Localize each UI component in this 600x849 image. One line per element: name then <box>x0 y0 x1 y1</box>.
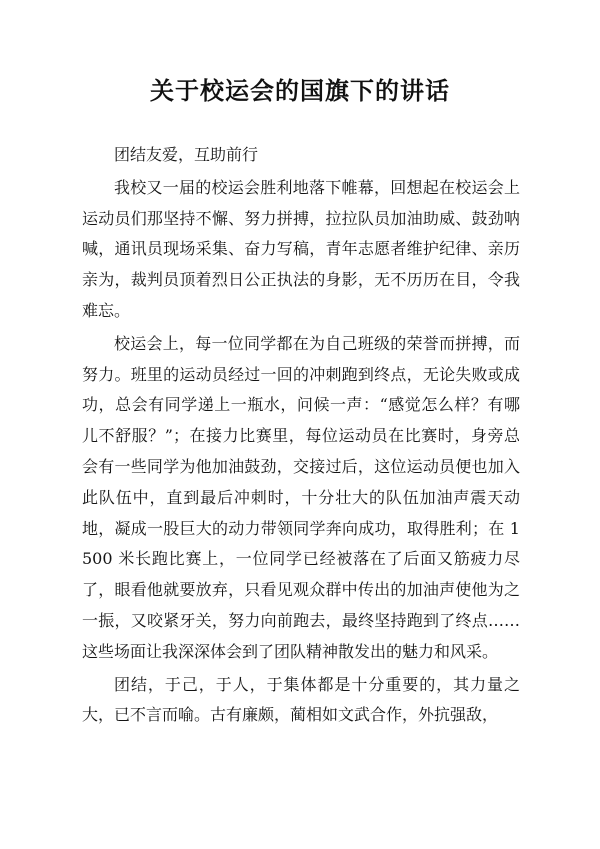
document-body <box>82 140 520 733</box>
document-title: 关于校运会的国旗下的讲话 <box>150 76 450 105</box>
paragraph-subtitle: 团结友爱，互助前行 <box>114 145 259 164</box>
paragraph: 团结，于己，于人，于集体都是十分重要的，其力量之大，已不言而喻。古有廉颇，蔺相如文武合作，外抗强敌， <box>82 674 520 725</box>
paragraph: 我校又一届的校运会胜利地落下帷幕，回想起在校运会上运动员们那坚持不懈、努力拼搏，拉拉队员加油助威、鼓劲呐喊，通讯员现场采集、奋力写稿，青年志愿者维护纪律、亲历亲为，裁判员顶着烈日公正执法的身影，无不历历在目，令我难忘。 <box>82 177 520 320</box>
paragraph: 校运会上，每一位同学都在为自己班级的荣誉而拼搏，而努力。班里的运动员经过一回的冲刺跑到终点，无论失败或成功，总会有同学递上一瓶水，问候一声：“感觉怎么样？有哪儿不舒服？”；在接力比赛里，每位运动员在比赛时，身旁总会有一些同学为他加油鼓劲，交接过后，这位运动员便也加入此队伍中，直到最后冲刺时，十分壮大的队伍加油声震天动地，凝成一股巨大的动力带领同学奔向成功，取得胜利；在 1500 米长跑比赛上，一位同学已经被落在了后面又筋疲力尽了，眼看他就要放弃，只看见观众群中传出的加油声使他为之一振，又咬紧牙关，努力向前跑去，最终坚持跑到了终点……这些场面让我深深体会到了团队精神散发出的魅力和风采。 <box>82 333 520 661</box>
